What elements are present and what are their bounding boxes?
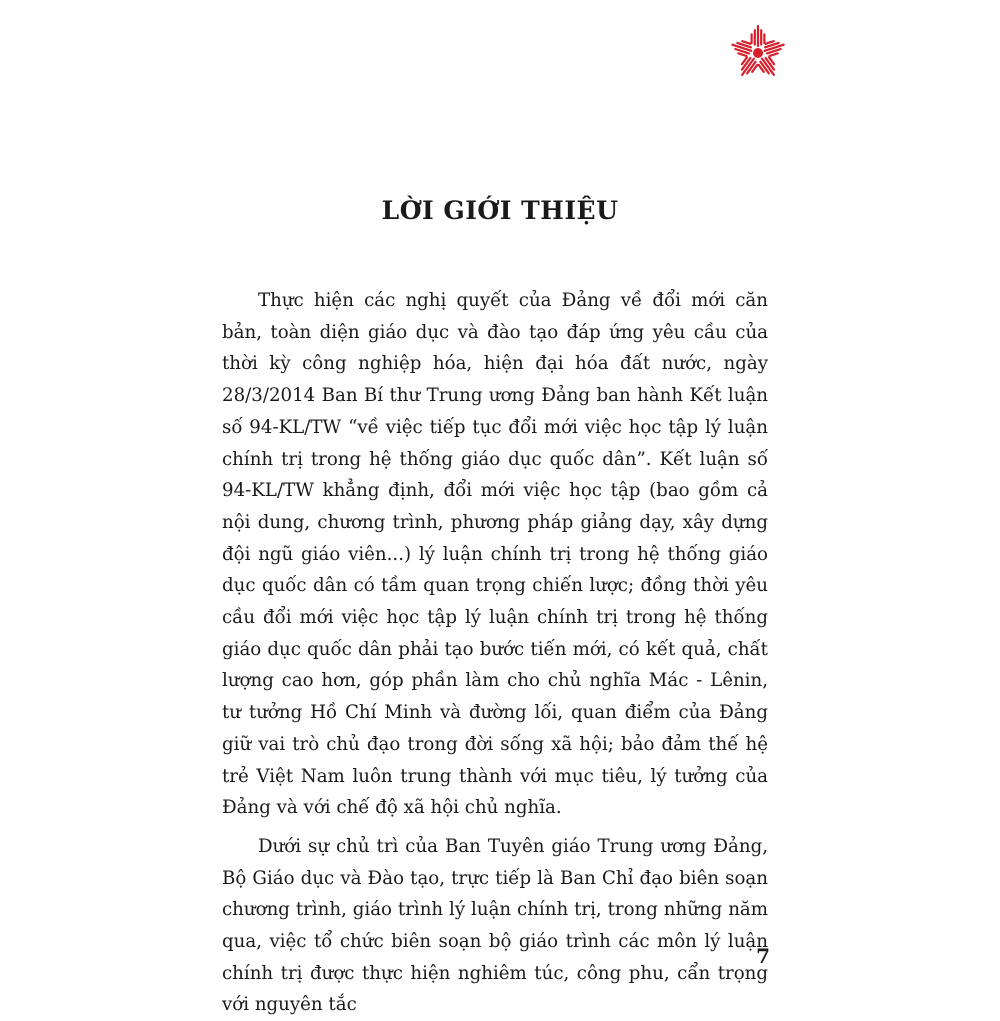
- paragraph-1: Thực hiện các nghị quyết của Đảng về đổi mới căn bản, toàn diện giáo dục và đào tạo đáp ứng yêu cầu của thời kỳ công nghiệp hóa, hiện đại hóa đất nước, ngày 28/3/2014 Ban Bí thư Trung ương Đảng ban hành Kết luận số 94-KL/TW “về việc tiếp tục đổi mới việc học tập lý luận chính trị trong hệ thống giáo dục quốc dân”. Kết luận số 94-KL/TW khẳng định, đổi mới việc học tập (bao gồm cả nội dung, chương trình, phương pháp giảng dạy, xây dựng đội ngũ giáo viên...) lý luận chính trị trong hệ thống giáo dục quốc dân có tầm quan trọng chiến lược; đồng thời yêu cầu đổi mới việc học tập lý luận chính trị trong hệ thống giáo dục quốc dân phải tạo bước tiến mới, có kết quả, chất lượng cao hơn, góp phần làm cho chủ nghĩa Mác - Lênin, tư tưởng Hồ Chí Minh và đường lối, quan điểm của Đảng giữ vai trò chủ đạo trong đời sống xã hội; bảo đảm thế hệ trẻ Việt Nam luôn trung thành với mục tiêu, lý tưởng của Đảng và với chế độ xã hội chủ nghĩa.: [222, 290, 768, 819]
- page-number: 7: [756, 944, 770, 968]
- paragraph-2: Dưới sự chủ trì của Ban Tuyên giáo Trung ương Đảng, Bộ Giáo dục và Đào tạo, trực tiếp là Ban Chỉ đạo biên soạn chương trình, giáo trình lý luận chính trị, trong những năm qua, việc tổ chức biên soạn bộ giáo trình các môn lý luận chính trị được thực hiện nghiêm túc, công phu, cẩn trọng với nguyên tắc: [222, 835, 768, 1016]
- publisher-star-logo-icon: [728, 22, 788, 82]
- body-text: [222, 285, 768, 1021]
- page-title: LỜI GIỚI THIỆU: [381, 196, 619, 225]
